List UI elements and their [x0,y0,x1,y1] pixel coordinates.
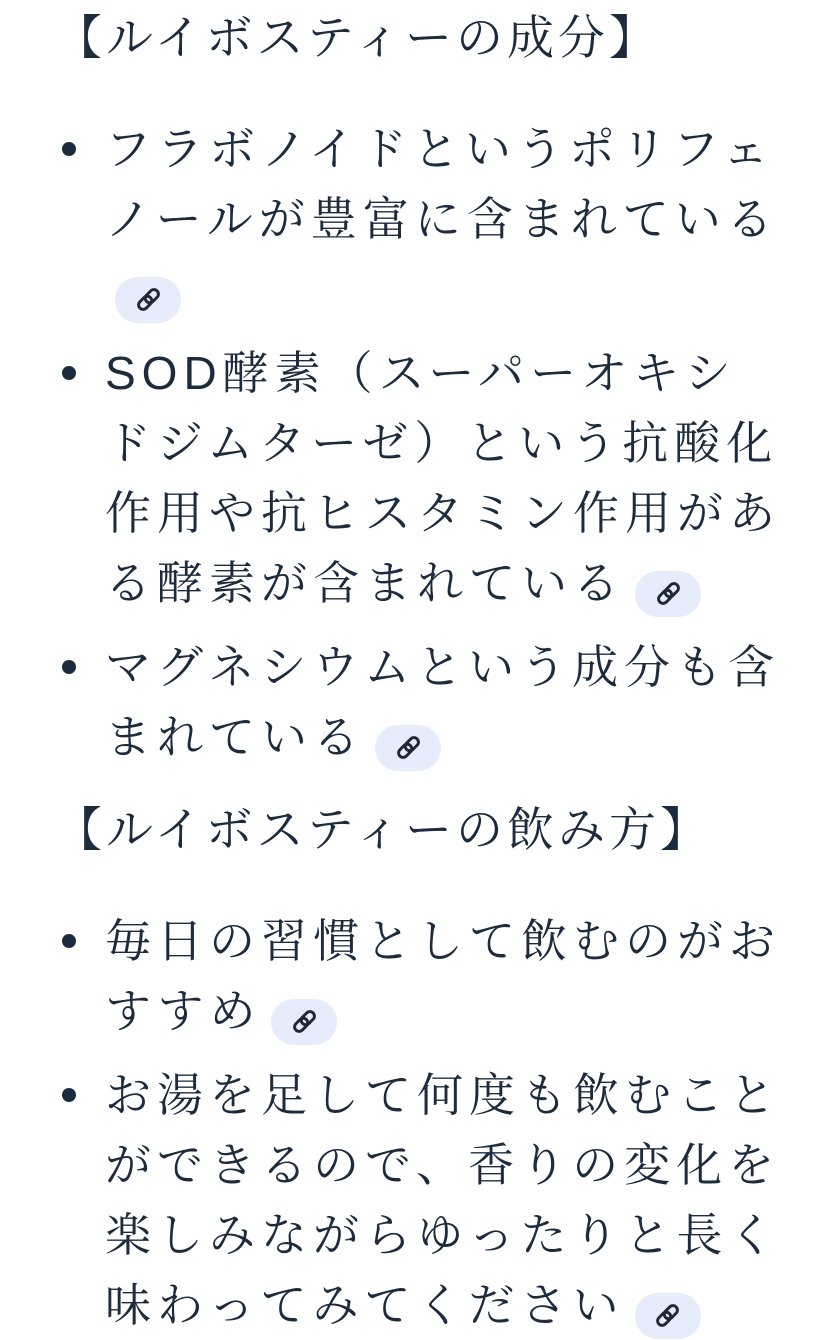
list-item-text: SOD酵素（スーパーオキシドジムターゼ）という抗酸化作用や抗ヒスタミン作用がある酵素が含まれている [105,347,781,609]
link-icon [395,734,422,761]
list-item [105,1060,788,1340]
section-heading: 【ルイボスティーの飲み方】 [55,803,711,856]
list-item-text: マグネシウムという成分も含まれている [105,641,781,763]
link-icon [655,580,682,607]
citation-link-button[interactable] [375,725,441,771]
citation-link-button[interactable] [271,999,337,1045]
list-item [105,338,788,618]
list-item-text: お湯を足して何度も飲むことができるので、香りの変化を楽しみながらゆったりと長く味わってみてください [105,1069,781,1331]
bullet-list [55,114,788,772]
citation-link-button[interactable] [635,571,701,617]
section-heading: 【ルイボスティーの成分】 [55,11,660,64]
list-item [105,114,788,324]
section-how-to-drink [55,800,788,1340]
bullet-list [55,906,788,1340]
list-item-text: 毎日の習慣として飲むのがおすすめ [105,915,781,1037]
citation-link-button[interactable] [635,1293,701,1339]
list-item-text: フラボノイドというポリフェノールが豊富に含まれている [105,123,779,245]
list-item [105,906,788,1046]
section-ingredients [55,8,788,772]
link-icon [291,1008,318,1035]
list-item [105,632,788,772]
link-icon [135,286,162,313]
citation-link-button[interactable] [115,277,181,323]
link-icon [654,1302,681,1329]
